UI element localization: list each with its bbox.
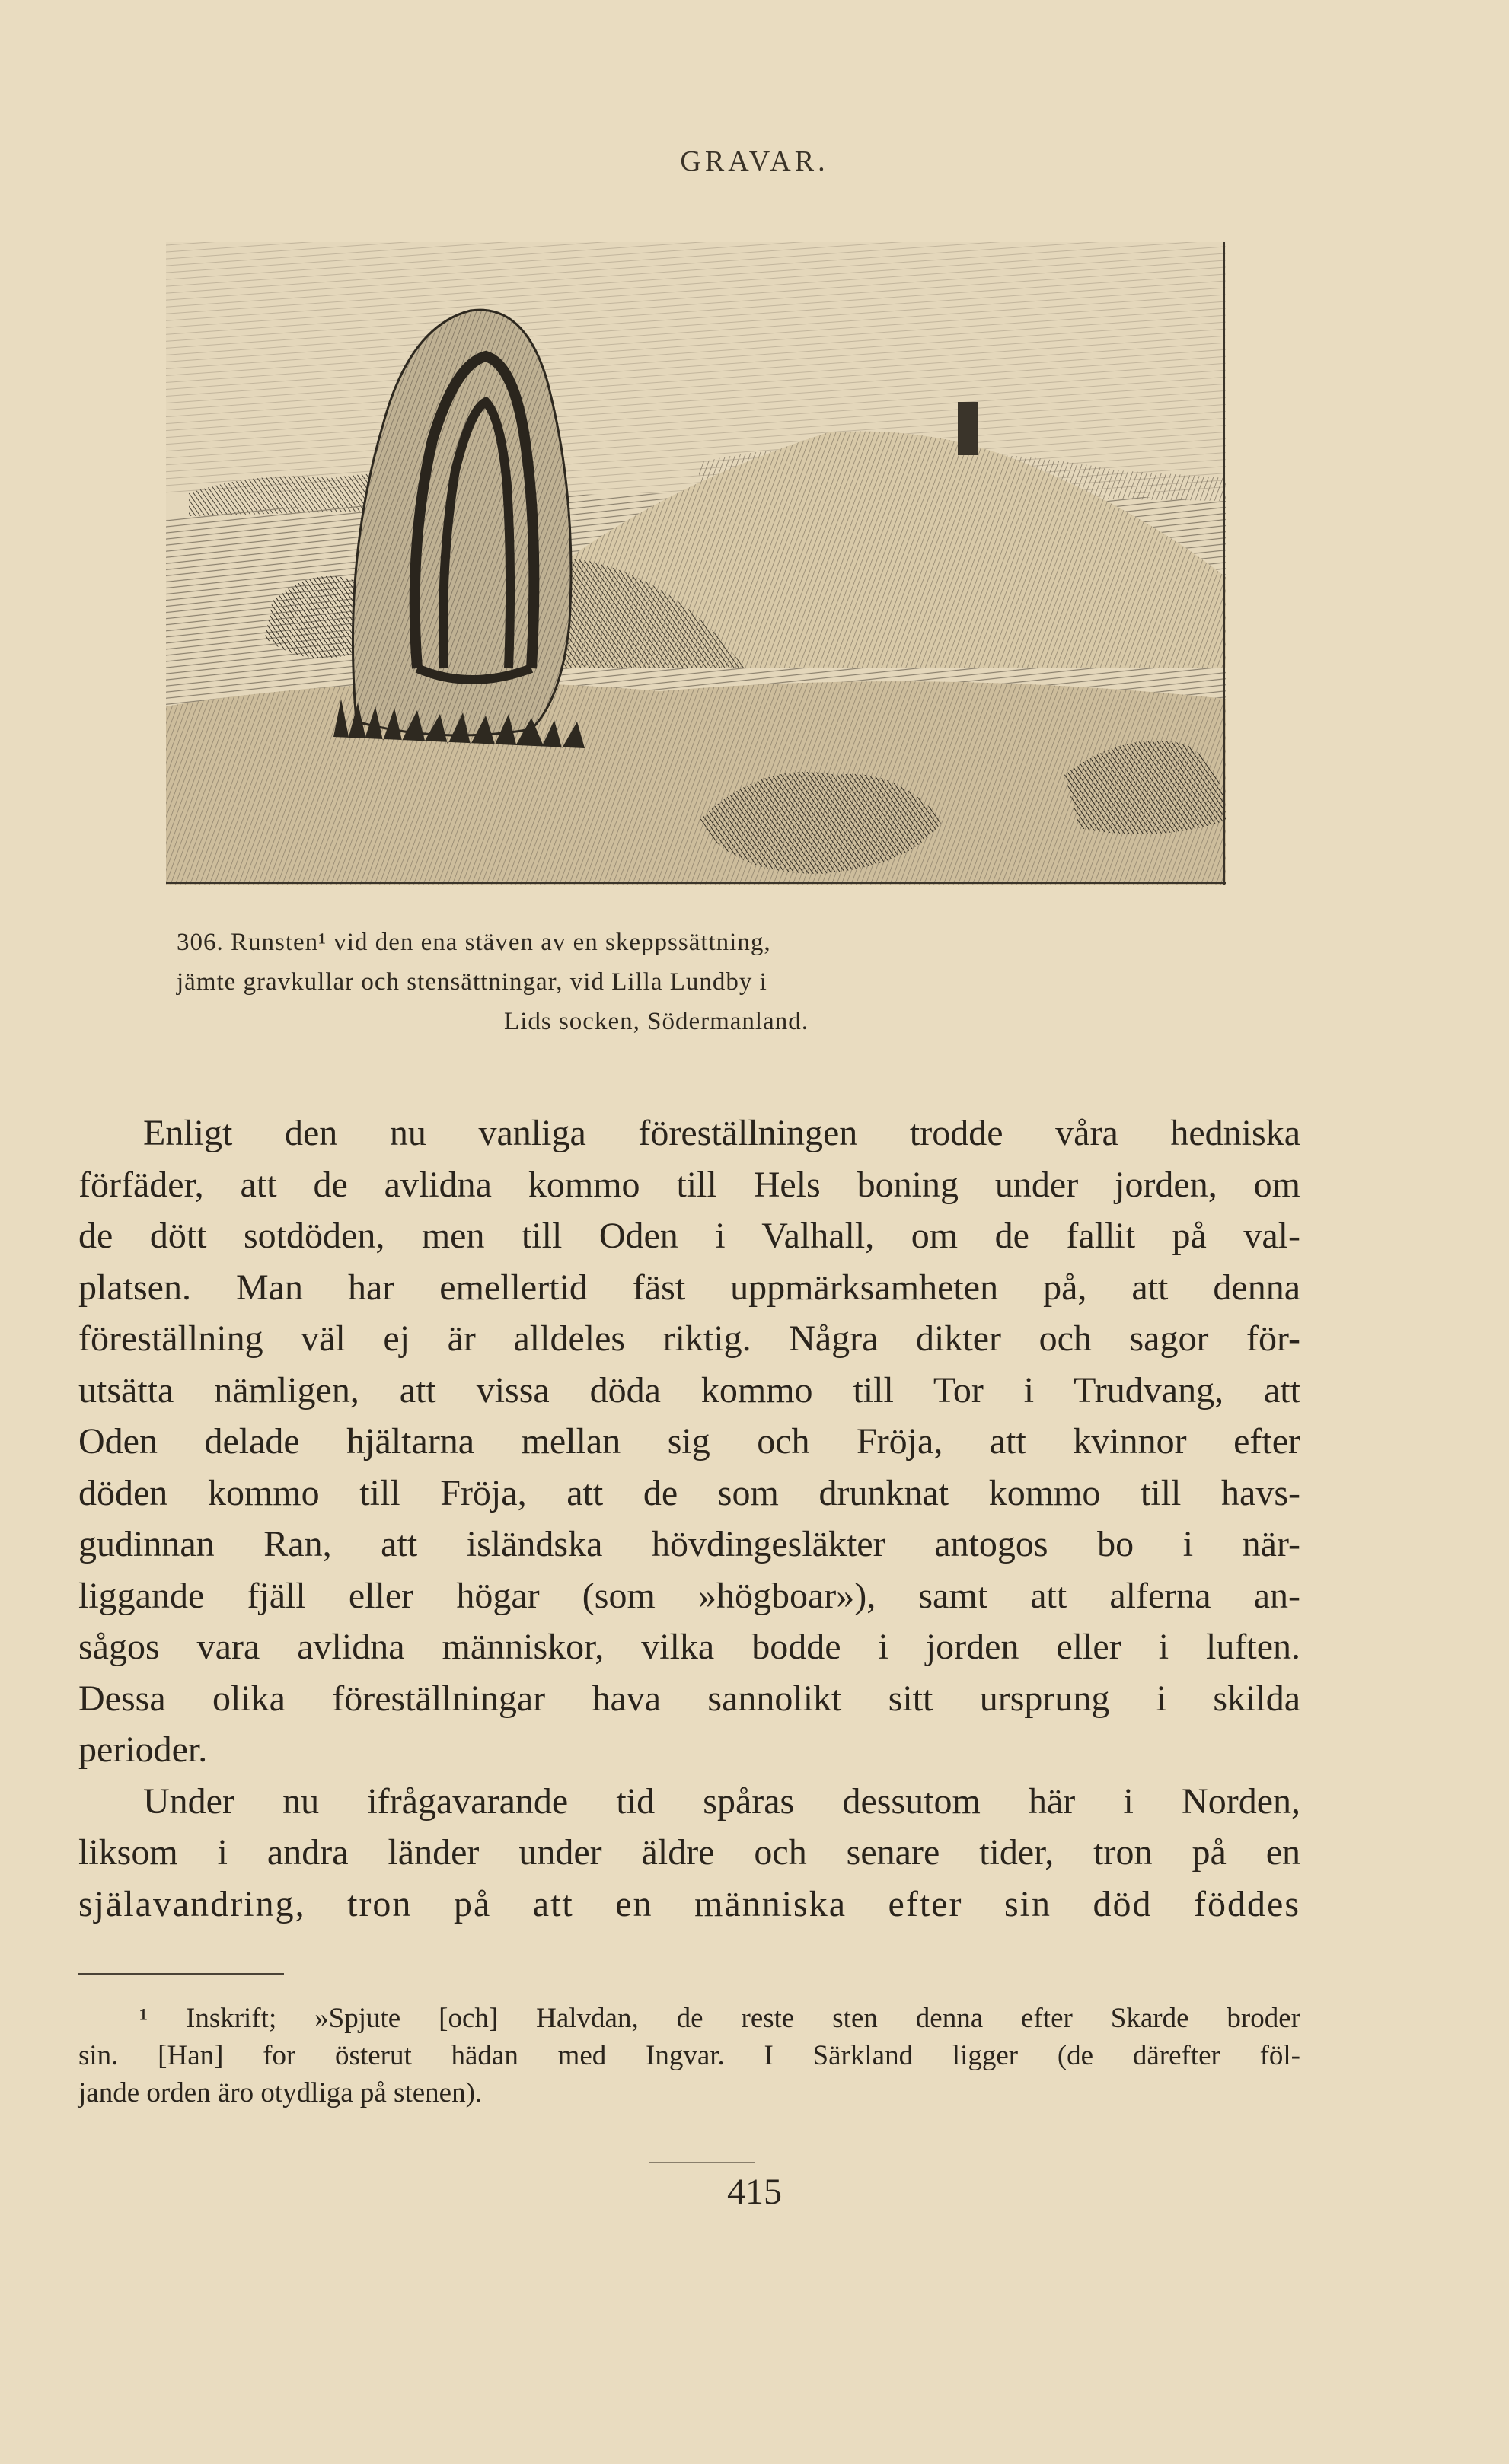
caption-line: jämte gravkullar och stensättningar, vid Lilla Lundby i bbox=[177, 968, 767, 996]
body-line: döden kommo till Fröja, att de som drunknat kommo till havs- bbox=[78, 1472, 1300, 1513]
body-line: liggande fjäll eller högar (som »högboar»), samt att alferna an- bbox=[78, 1575, 1300, 1616]
body-line: gudinnan Ran, att isländska hövdingesläkter antogos bo i när- bbox=[78, 1524, 1300, 1564]
body-line: Under nu ifrågavarande tid spåras dessutom här i Norden, bbox=[143, 1780, 1300, 1822]
caption-line: 306. Runsten¹ vid den ena stäven av en skeppssättning, bbox=[177, 929, 771, 956]
footnote-line: jande orden äro otydliga på stenen). bbox=[78, 2077, 483, 2109]
footnote-line: ¹ Inskrift; »Spjute [och] Halvdan, de reste sten denna efter Skarde broder bbox=[139, 2003, 1300, 2034]
body-line: liksom i andra länder under äldre och senare tider, tron på en bbox=[78, 1832, 1300, 1873]
body-line: förfäder, att de avlidna kommo till Hels boning under jorden, om bbox=[78, 1164, 1300, 1205]
footnote-divider bbox=[78, 1973, 284, 1975]
body-line: sågos vara avlidna människor, vilka bodde i jorden eller i luften. bbox=[78, 1627, 1300, 1667]
page-number: 415 bbox=[727, 2172, 782, 2212]
body-line: perioder. bbox=[78, 1729, 208, 1770]
footnote-line: sin. [Han] for österut hädan med Ingvar. I Särkland ligger (de därefter föl- bbox=[78, 2040, 1300, 2071]
body-line: Dessa olika föreställningar hava sannolikt sitt ursprung i skilda bbox=[78, 1678, 1300, 1719]
body-line: själavandring, tron på att en människa efter sin död föddes bbox=[78, 1883, 1300, 1924]
running-head: GRAVAR. bbox=[680, 145, 829, 177]
runestone-illustration bbox=[166, 242, 1226, 885]
body-line: de dött sotdöden, men till Oden i Valhall, om de fallit på val- bbox=[78, 1216, 1300, 1256]
body-line: platsen. Man har emellertid fäst uppmärksamheten på, att denna bbox=[78, 1267, 1300, 1308]
footnote bbox=[78, 2000, 1300, 2112]
figure-caption bbox=[177, 923, 1319, 1041]
body-line: Enligt den nu vanliga föreställningen trodde våra hedniska bbox=[143, 1113, 1300, 1153]
body-line: föreställning väl ej är alldeles riktig. Några dikter och sagor för- bbox=[78, 1318, 1300, 1359]
body-line: Oden delade hjältarna mellan sig och Fröja, att kvinnor efter bbox=[78, 1421, 1300, 1462]
page-number-rule bbox=[649, 2162, 755, 2163]
caption-line: Lids socken, Södermanland. bbox=[504, 1008, 809, 1035]
body-line: utsätta nämligen, att vissa döda kommo till Tor i Trudvang, att bbox=[78, 1369, 1300, 1411]
body-text bbox=[78, 1108, 1300, 1930]
